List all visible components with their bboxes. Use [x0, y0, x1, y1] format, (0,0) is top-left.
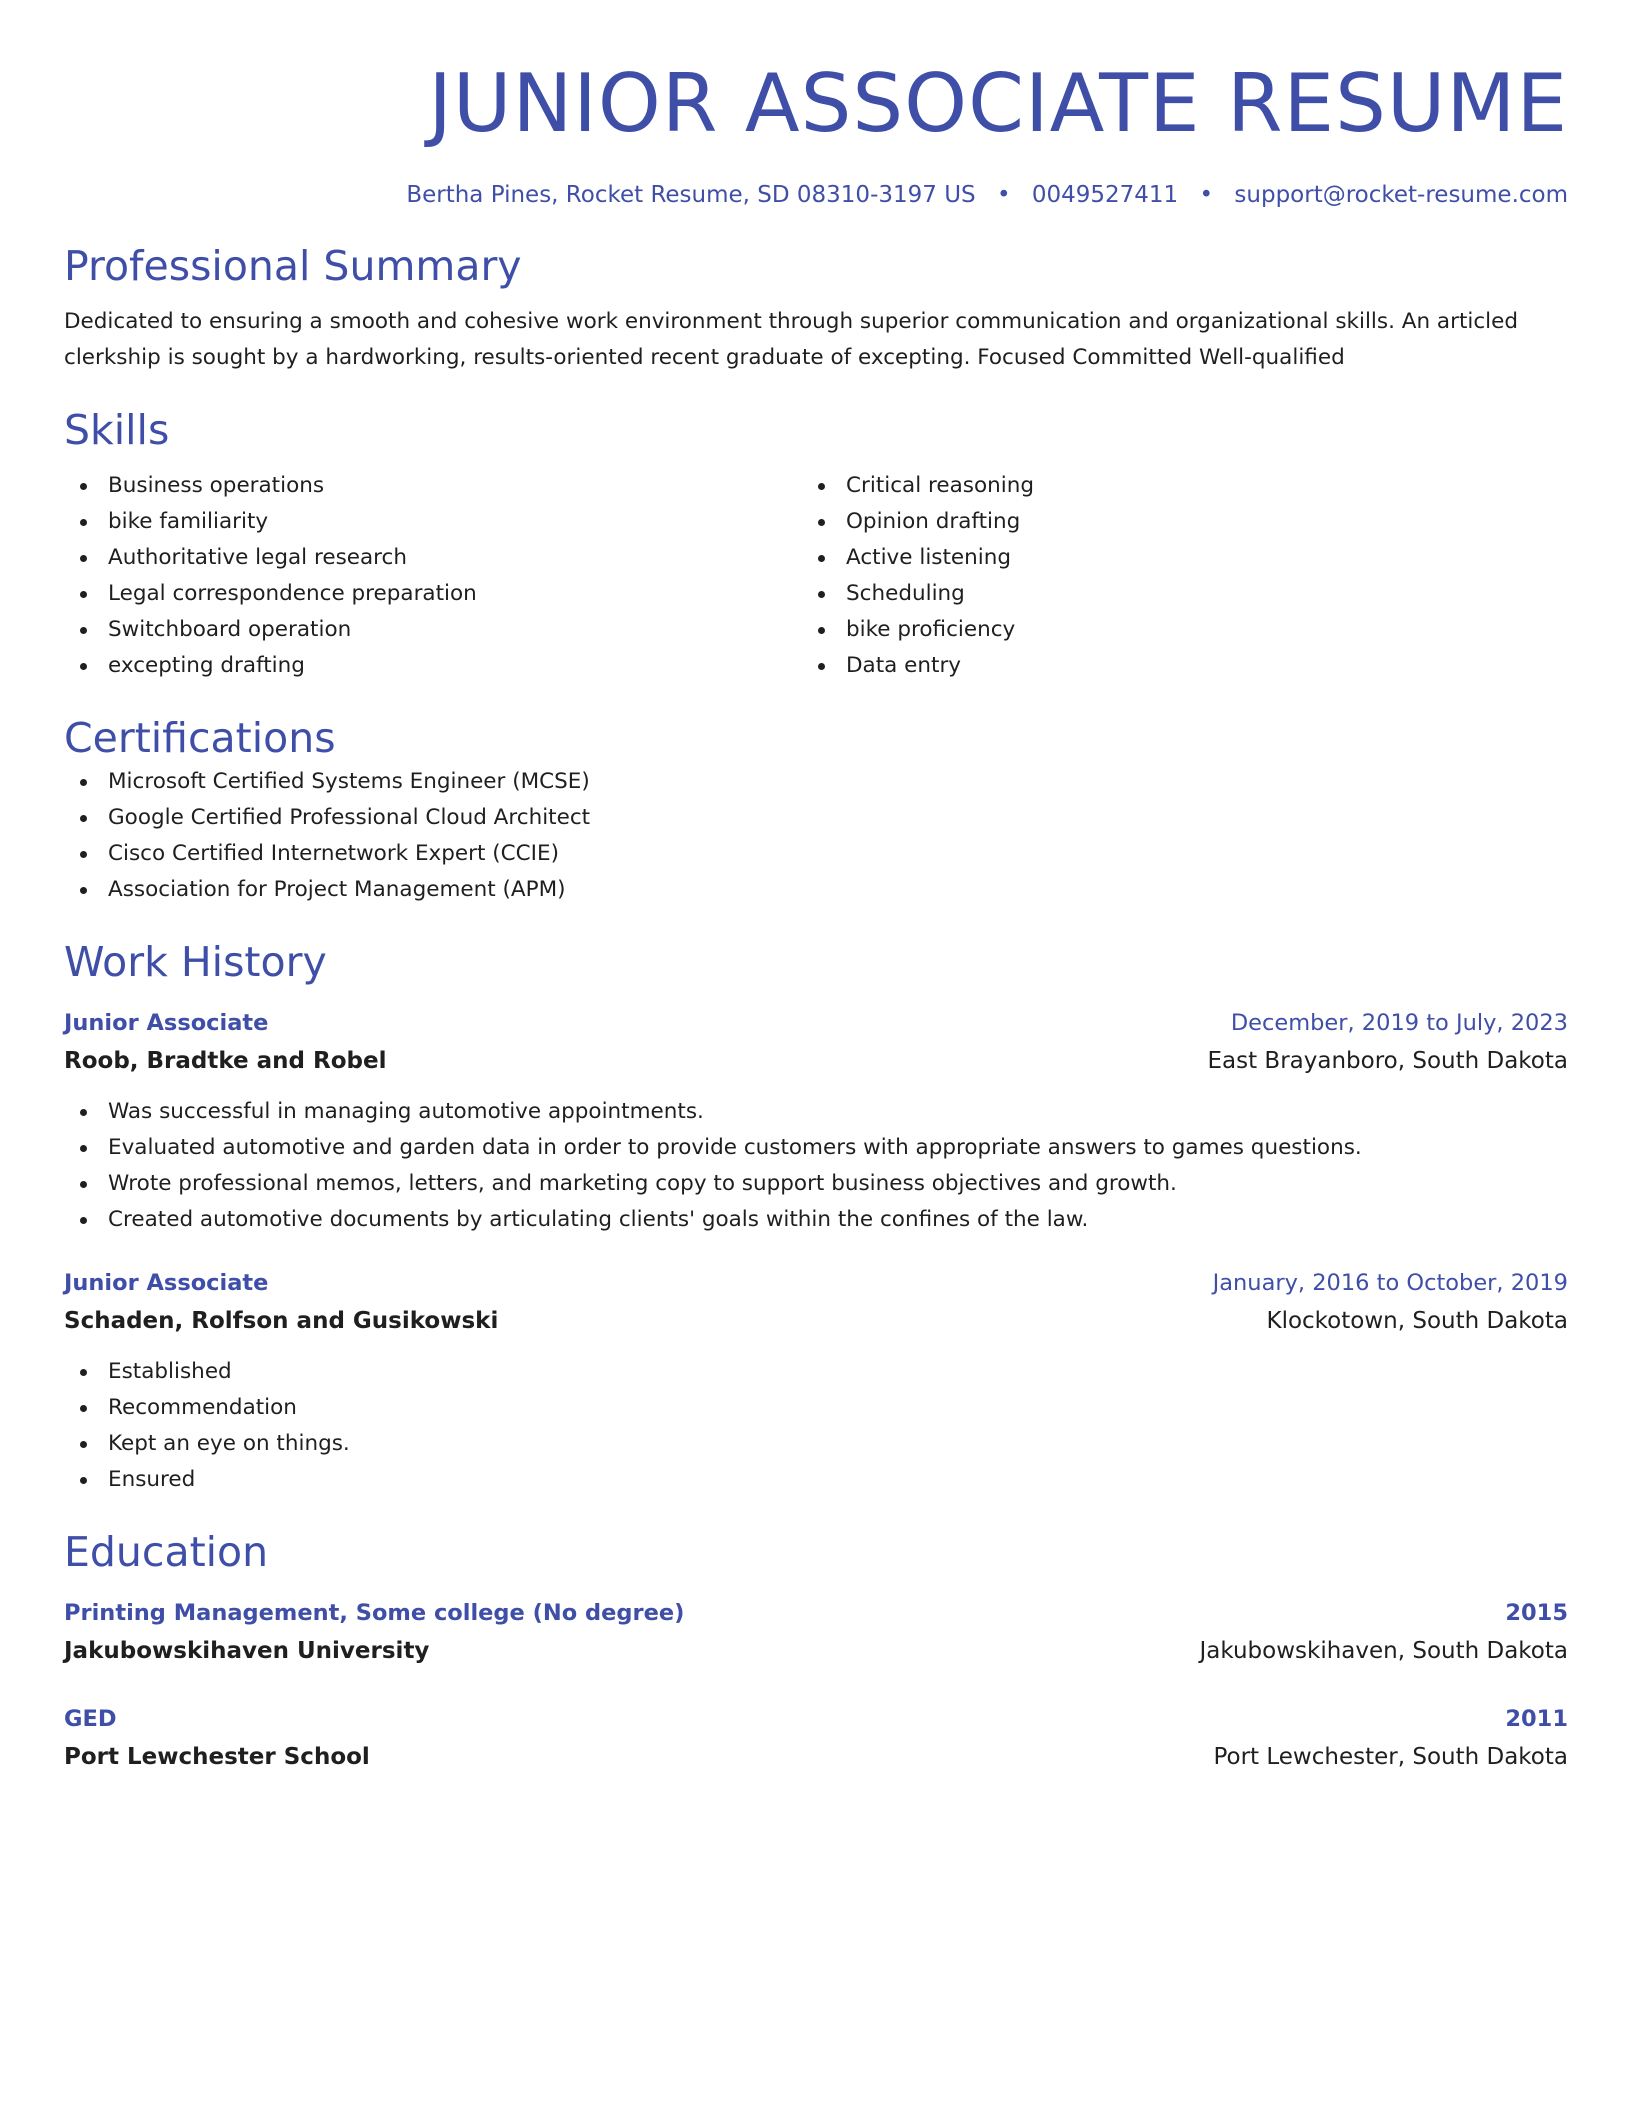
skill-text: Legal correspondence preparation: [108, 581, 477, 606]
job-duty-item: [64, 1202, 1568, 1238]
skill-item: [64, 504, 802, 540]
education-header-row: [64, 1594, 1568, 1632]
bullet-icon: [818, 483, 825, 490]
job-duty-text: Created automotive documents by articulating clients' goals within the confines of the law.: [108, 1207, 1089, 1232]
skill-item: [64, 576, 802, 612]
certifications-section: [64, 712, 1568, 908]
skill-text: Switchboard operation: [108, 617, 352, 642]
job-location: East Brayanboro, South Dakota: [1207, 1048, 1568, 1074]
skill-item: [64, 612, 802, 648]
certification-item: [64, 872, 1568, 908]
certification-text: Microsoft Certified Systems Engineer (MCSE): [108, 769, 590, 794]
resume-header: [64, 50, 1568, 210]
bullet-icon: [80, 627, 87, 634]
certifications-list: [64, 764, 1568, 908]
job-duty-item: [64, 1166, 1568, 1202]
skill-text: excepting drafting: [108, 653, 305, 678]
skill-item: [64, 648, 802, 684]
skills-section: [64, 404, 1568, 684]
job-company-row: [64, 1042, 1568, 1080]
job-duty-text: Evaluated automotive and garden data in order to provide customers with appropriate answers to games questions.: [108, 1135, 1362, 1160]
education-section: [64, 1526, 1568, 1776]
skill-text: bike familiarity: [108, 509, 269, 534]
bullet-icon: [80, 779, 87, 786]
education-location: Port Lewchester, South Dakota: [1213, 1744, 1568, 1770]
job-company: Schaden, Rolfson and Gusikowski: [64, 1308, 499, 1334]
skill-text: Critical reasoning: [846, 473, 1035, 498]
education-degree: Printing Management, Some college (No degree): [64, 1600, 685, 1626]
summary-text: Dedicated to ensuring a smooth and cohesive work environment through superior communication and organizational skills. An articled clerkship is sought by a hardworking, results-oriented recent graduate of excepting. Focused Committed Well-qualified: [64, 309, 1519, 370]
skill-text: Active listening: [846, 545, 1012, 570]
contact-separator: •: [996, 182, 1011, 208]
bullet-icon: [80, 483, 87, 490]
education-location: Jakubowskihaven, South Dakota: [1199, 1638, 1568, 1664]
contact-line: [64, 180, 1568, 210]
bullet-icon: [80, 1405, 87, 1412]
job-title: Junior Associate: [64, 1010, 269, 1036]
skill-item: [802, 612, 1540, 648]
job-duty-item: [64, 1390, 1568, 1426]
bullet-icon: [80, 1181, 87, 1188]
bullet-icon: [80, 1369, 87, 1376]
skill-text: Authoritative legal research: [108, 545, 407, 570]
job-duty-item: [64, 1094, 1568, 1130]
job-duty-text: Wrote professional memos, letters, and marketing copy to support business objectives and growth.: [108, 1171, 1177, 1196]
contact-address: Bertha Pines, Rocket Resume, SD 08310-3197 US: [406, 182, 976, 208]
education-entry: [64, 1594, 1568, 1670]
skill-item: [802, 576, 1540, 612]
certification-text: Association for Project Management (APM): [108, 877, 566, 902]
job-location: Klockotown, South Dakota: [1266, 1308, 1568, 1334]
certification-item: [64, 836, 1568, 872]
bullet-icon: [80, 1477, 87, 1484]
certification-text: Google Certified Professional Cloud Architect: [108, 805, 591, 830]
section-heading-work-history: Work History: [64, 938, 327, 986]
bullet-icon: [80, 815, 87, 822]
job-title: Junior Associate: [64, 1270, 269, 1296]
contact-email[interactable]: support@rocket-resume.com: [1234, 182, 1568, 208]
skill-item: [64, 540, 802, 576]
job-entry: [64, 1264, 1568, 1498]
skills-list-left: [64, 468, 802, 684]
bullet-icon: [80, 555, 87, 562]
job-company: Roob, Bradtke and Robel: [64, 1048, 387, 1074]
contact-phone[interactable]: 0049527411: [1031, 182, 1179, 208]
job-duty-item: [64, 1130, 1568, 1166]
job-header-row: [64, 1264, 1568, 1302]
skill-text: Data entry: [846, 653, 962, 678]
work-history-section: [64, 936, 1568, 1498]
skill-text: Opinion drafting: [846, 509, 1021, 534]
skills-grid: [64, 468, 1568, 684]
skill-text: bike proficiency: [846, 617, 1016, 642]
skill-text: Business operations: [108, 473, 325, 498]
bullet-icon: [80, 663, 87, 670]
job-duty-text: Recommendation: [108, 1395, 297, 1420]
job-company-row: [64, 1302, 1568, 1340]
job-duty-item: [64, 1354, 1568, 1390]
bullet-icon: [818, 519, 825, 526]
education-header-row: [64, 1700, 1568, 1738]
resume-title: JUNIOR ASSOCIATE RESUME: [428, 57, 1568, 150]
bullet-icon: [80, 851, 87, 858]
job-dates: January, 2016 to October, 2019: [1212, 1270, 1568, 1296]
education-year: 2011: [1505, 1706, 1568, 1732]
skill-item: [802, 468, 1540, 504]
certification-item: [64, 764, 1568, 800]
job-duty-item: [64, 1462, 1568, 1498]
job-entry: [64, 1004, 1568, 1238]
job-duties-list: [64, 1354, 1568, 1498]
education-school-row: [64, 1738, 1568, 1776]
section-heading-summary: Professional Summary: [64, 242, 522, 290]
skill-item: [802, 648, 1540, 684]
skill-item: [64, 468, 802, 504]
section-heading-skills: Skills: [64, 406, 170, 454]
job-duty-text: Established: [108, 1359, 232, 1384]
bullet-icon: [818, 627, 825, 634]
education-school-row: [64, 1632, 1568, 1670]
job-duties-list: [64, 1094, 1568, 1238]
certification-text: Cisco Certified Internetwork Expert (CCIE): [108, 841, 559, 866]
job-duty-text: Kept an eye on things.: [108, 1431, 350, 1456]
job-duty-text: Ensured: [108, 1467, 196, 1492]
bullet-icon: [818, 591, 825, 598]
education-school: Port Lewchester School: [64, 1744, 370, 1770]
summary-section: [64, 240, 1568, 376]
section-heading-education: Education: [64, 1528, 269, 1576]
education-school: Jakubowskihaven University: [64, 1638, 430, 1664]
certification-item: [64, 800, 1568, 836]
section-heading-certifications: Certifications: [64, 714, 336, 762]
bullet-icon: [80, 1109, 87, 1116]
job-duty-text: Was successful in managing automotive appointments.: [108, 1099, 704, 1124]
bullet-icon: [80, 1441, 87, 1448]
job-dates: December, 2019 to July, 2023: [1230, 1010, 1568, 1036]
skill-item: [802, 540, 1540, 576]
bullet-icon: [80, 591, 87, 598]
job-header-row: [64, 1004, 1568, 1042]
skills-list-right: [802, 468, 1540, 684]
education-year: 2015: [1505, 1600, 1568, 1626]
bullet-icon: [80, 519, 87, 526]
bullet-icon: [818, 663, 825, 670]
education-entry: [64, 1700, 1568, 1776]
skill-text: Scheduling: [846, 581, 965, 606]
education-degree: GED: [64, 1706, 117, 1732]
skill-item: [802, 504, 1540, 540]
bullet-icon: [80, 887, 87, 894]
bullet-icon: [80, 1145, 87, 1152]
bullet-icon: [80, 1217, 87, 1224]
job-duty-item: [64, 1426, 1568, 1462]
contact-separator: •: [1199, 182, 1214, 208]
bullet-icon: [818, 555, 825, 562]
